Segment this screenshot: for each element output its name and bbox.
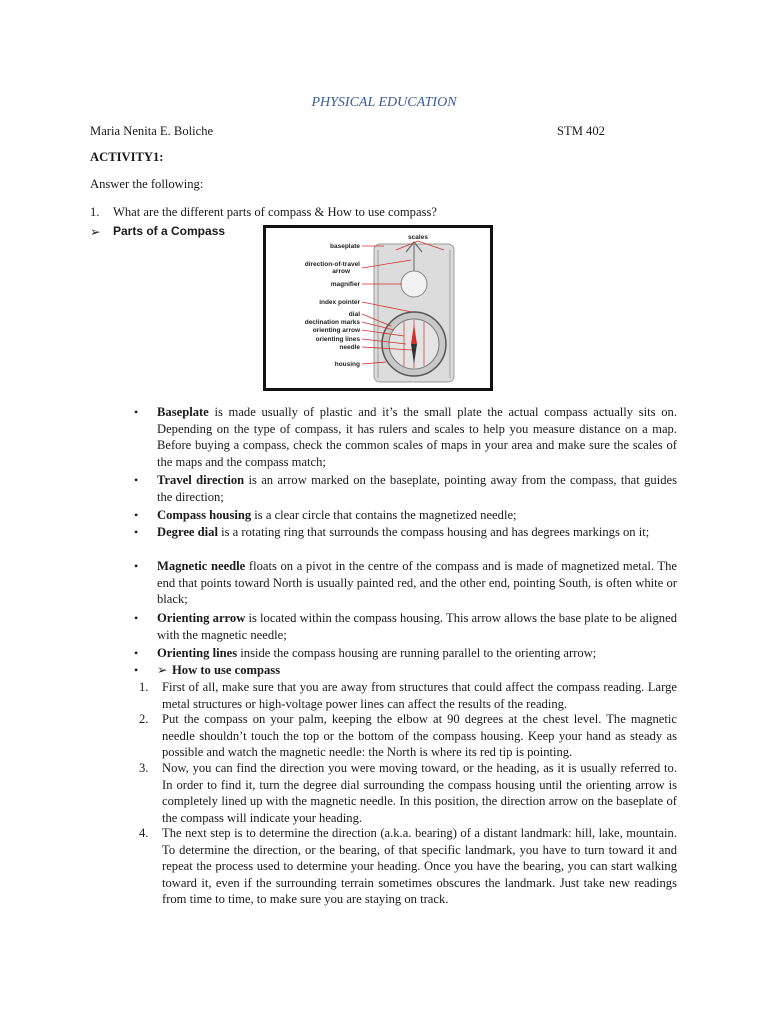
list-item [157, 472, 677, 505]
desc-degree-dial: is a rotating ring that surrounds the compass housing and has degrees markings on it; [217, 525, 650, 539]
term-compass-housing: Compass housing [157, 508, 252, 522]
bullet-dot: • [134, 508, 139, 522]
step-text: The next step is to determine the direction (a.k.a. bearing) of a distant landmark: hill, lake, mountain. To determine the direction, or the bearing, of that specific landmark, you have to turn toward it and repeat the process used to determine your heading. Once you have the bearing, you can start walking toward it, even if the surrounding terrain sometimes obscures the landmark. Just take new readings from time to time, to make sure you are staying on track. [162, 826, 677, 907]
step-text: Put the compass on your palm, keeping the elbow at 90 degrees at the chest level. The magnetic needle shouldn’t touch the top or the bottom of the compass housing. Keep your hand as steady as possible and watch the magnetic needle: the North is where its red tip is pointing. [162, 712, 677, 760]
list-item [157, 645, 677, 662]
desc-compass-housing: is a clear circle that contains the magnetized needle; [251, 508, 517, 522]
author-name: Maria Nenita E. Boliche [90, 124, 214, 138]
how-to-heading: How to use compass [172, 663, 281, 677]
bullet-dot: • [134, 525, 139, 539]
bullet-dot: • [134, 611, 139, 625]
list-item [157, 558, 677, 608]
instruction-text: Answer the following: [90, 177, 204, 191]
arrow-bullet: ➢ [90, 225, 101, 239]
list-item [157, 507, 677, 524]
step-number: 1. [139, 680, 149, 694]
compass-diagram [266, 228, 490, 388]
label-housing: housing [334, 361, 360, 368]
term-travel-direction: Travel direction [157, 473, 245, 487]
bullet-dot: • [134, 473, 139, 487]
label-needle: needle [339, 344, 360, 351]
term-baseplate: Baseplate [157, 405, 209, 419]
compass-figure [263, 225, 493, 391]
step-text: Now, you can find the direction you were moving toward, or the heading, as it is usually referred to. In order to find it, turn the degree dial surrounding the compass housing until the orienting arrow is completely lined up with the magnetic needle. In this position, the direction arrow on the baseplate of the compass will indicate your heading. [162, 761, 677, 825]
label-scales: scales [408, 234, 428, 241]
desc-orienting-lines: inside the compass housing are running parallel to the orienting arrow; [237, 646, 597, 660]
step-text: First of all, make sure that you are away from structures that could affect the compass reading. Large metal structures or high-voltage power lines can affect the results of the reading. [162, 680, 677, 711]
desc-orienting-arrow: is located within the compass housing. This arrow allows the base plate to be aligned with the magnetic needle; [157, 611, 677, 642]
list-item [157, 610, 677, 643]
label-arrow: arrow [332, 268, 350, 275]
label-declination: declination marks [304, 319, 360, 326]
step-number: 2. [139, 712, 149, 726]
arrow-bullet: ➢ [157, 663, 168, 677]
label-magnifier: magnifier [330, 281, 360, 288]
bullet-dot: • [134, 646, 139, 660]
list-item [157, 524, 662, 541]
label-dial: dial [348, 311, 360, 318]
step-number: 4. [139, 826, 149, 840]
desc-baseplate: is made usually of plastic and it’s the small plate the actual compass actually sits on. Depending on the type of compass, it has rulers and scales to help you measure distance on a map. Before buying a compass, check the common scales of maps in your area and make sure the scales of the maps and the compass match; [157, 405, 677, 469]
term-orienting-lines: Orienting lines [157, 646, 238, 660]
step-number: 3. [139, 761, 149, 775]
activity-heading: ACTIVITY1: [90, 150, 164, 164]
bullet-dot: • [134, 663, 139, 677]
label-direction: direction-of-travel [304, 261, 360, 268]
page-title: PHYSICAL EDUCATION [311, 95, 457, 110]
label-baseplate: baseplate [330, 243, 360, 250]
label-orienting-arrow: orienting arrow [312, 327, 360, 334]
bullet-dot: • [134, 405, 139, 419]
parts-heading: Parts of a Compass [113, 224, 226, 238]
question-number: 1. [90, 205, 100, 219]
label-index: index pointer [319, 299, 360, 306]
section-label: STM 402 [557, 124, 605, 138]
bullet-dot: • [134, 559, 139, 573]
list-item [157, 404, 677, 470]
label-orienting-lines: orienting lines [315, 336, 360, 343]
term-magnetic-needle: Magnetic needle [157, 559, 246, 573]
magnifier-shape [401, 271, 427, 297]
term-degree-dial: Degree dial [157, 525, 218, 539]
term-orienting-arrow: Orienting arrow [157, 611, 246, 625]
desc-travel-direction: is an arrow marked on the baseplate, pointing away from the compass, that guides the direction; [157, 473, 677, 504]
desc-magnetic-needle: floats on a pivot in the centre of the compass and is made of magnetized metal. The end that points toward North is usually painted red, and the other end, pointing South, is often white or black; [157, 559, 678, 607]
question-text: What are the different parts of compass & How to use compass? [113, 205, 437, 219]
